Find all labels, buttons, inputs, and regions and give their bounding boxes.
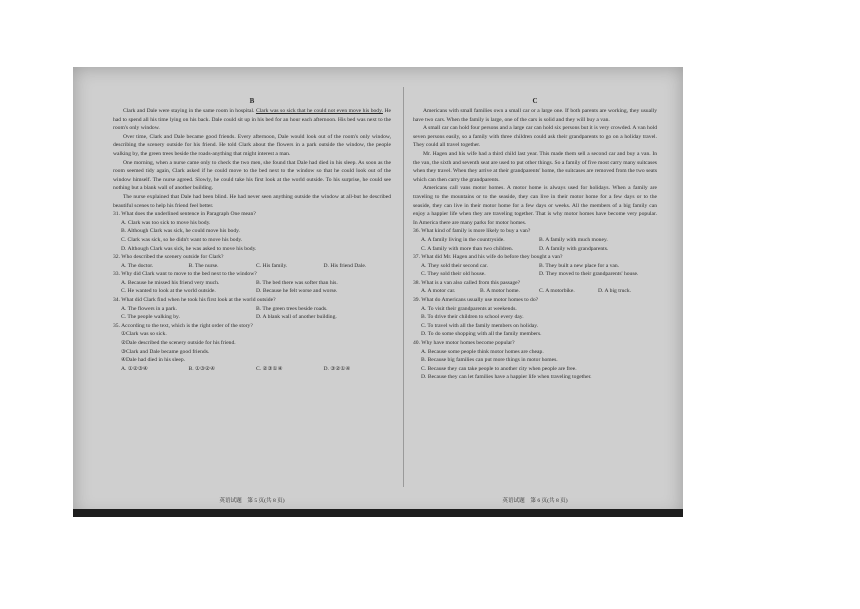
q38-option-d: D. A big truck. <box>598 288 632 295</box>
q35-statement-2: ②Dale described the scenery outside for his friend. <box>121 340 236 347</box>
question-38: 38. What is a van also called from this passage? <box>413 279 521 286</box>
passage-c-paragraph-2: A small car can hold four persons and a large car can hold six persons but it is very crowded. A van hold seven persons easily, so a family with three children could ask their grandparents to go on a holiday travel. They could all travel together. <box>413 125 657 149</box>
q34-option-d: D. A blank wall of another building. <box>256 314 337 321</box>
q39-option-d: D. To do some shopping with all the family members. <box>421 331 542 338</box>
q38-option-b: B. A motor home. <box>480 288 520 295</box>
q36-option-a: A. A family living in the countryside. <box>421 236 505 243</box>
q31-option-d: D. Although Clark was sick, he was asked to move his body. <box>121 245 257 252</box>
passage-c-paragraph-4: Americans call vans motor homes. A motor home is always used for holidays. When a family are traveling to the mountains or to the seaside, they can live in their motor home for a few days or to the seaside, they can live in their motor home for a few days or weeks. All the members of a big family can enjoy a happier life when they are traveling together. That is why motor homes have become very popular. In America there are many parks for motor homes. <box>413 185 657 226</box>
q31-option-b: B. Although Clark was sick, he could move his body. <box>121 228 240 235</box>
scan-bottom-edge <box>73 509 683 517</box>
q40-option-c: C. Because they can take people to another city when people are free. <box>421 365 577 372</box>
q32-option-b: B. The nurse. <box>188 262 219 269</box>
q35-option-a: A. ①②③④ <box>121 365 148 372</box>
question-32: 32. Who described the scenery outside for Clark? <box>113 254 224 261</box>
q37-option-c: C. They sold their old house. <box>421 271 486 278</box>
q35-option-d: D. ③②①④ <box>323 365 351 372</box>
question-37: 37. What did Mr. Hagen and his wife do before they bought a van? <box>413 254 563 261</box>
q40-option-a: A. Because some people think motor homes are cheap. <box>421 348 544 355</box>
q35-option-c: C. ②③①④ <box>256 365 283 372</box>
passage-b-paragraph-4: The nurse explained that Dale had been blind. He had never seen anything outside the window at all-but he described beautiful scenes to help his friend feel better. <box>113 193 391 209</box>
passage-b-paragraph-2: Over time, Clark and Dale became good friends. Every afternoon, Dale would look out of the room's only window, describing the scenery outside for his friend. He told Clark about the flowers in a park outside the window, the people walking by, the green trees beside the roads-anything that might interest a man. <box>113 133 391 157</box>
q39-option-c: C. To travel with all the family members on holiday. <box>421 322 539 329</box>
q33-option-d: D. Because he felt worse and worse. <box>256 288 338 295</box>
question-36: 36. What kind of family is more likely to buy a van? <box>413 228 531 235</box>
passage-b-paragraph-3: One morning, when a nurse came only to check the two men, she found that Dale had died in his sleep. As soon as the room seemed tidy again, Clark asked if he could move to the bed next to the window so that he could look out of the window himself. The nurse agreed. Slowly, he could take his first look at the world outside. To his surprise, he could see nothing but a blank wall of another building. <box>113 159 391 192</box>
q32-option-a: A. The doctor. <box>121 262 154 269</box>
q34-options-ab <box>121 305 391 314</box>
q37-option-a: A. They sold their second car. <box>421 262 488 269</box>
question-35: 35. According to the text, which is the right order of the story? <box>113 322 253 329</box>
question-34: 34. What did Clark find when he took his first look at the world outside? <box>113 297 276 304</box>
q31-option-c: C. Clark was sick, so he didn't want to move his body. <box>121 236 243 243</box>
q36-options-ab <box>421 236 657 245</box>
q34-option-c: C. The people walking by. <box>121 314 180 321</box>
question-31: 31. What does the underlined sentence in Paragraph One mean? <box>113 211 256 218</box>
passage-b-paragraph-1: Clark and Dale were staying in the same room in hospital. Clark was so sick that he could not even move his body. He had to spend all his time lying on his back. Dale could sit up in his bed for an hour each afternoon. His bed was next to the room's only window. <box>113 108 391 132</box>
passage-c-paragraph-1: Americans with small families own a small car or a large one. If both parents are working, they usually have two cars. When the family is large, one of the cars is solid and they will buy a van. <box>413 108 657 123</box>
page-divider <box>403 87 404 487</box>
q33-option-a: A. Because he missed his friend very much. <box>121 279 220 286</box>
q40-option-d: D. Because they can let families have a happier life when traveling together. <box>421 374 592 381</box>
passage-c-paragraph-3: Mr. Hagen and his wife had a third child last year. This made them sell a second car and buy a van. In the van, the sixth and seventh seat are used to put other things. So a family of five most carry many suitcases when they travel. When they arrive at their grandparents' home, the suitcases are removed from the two seats which can then carry the grandparents. <box>413 150 657 183</box>
q36-option-c: C. A family with more than two children. <box>421 245 514 252</box>
q40-option-b: B. Because big families can put more things in motor homes. <box>421 357 558 364</box>
q33-options-cd <box>121 287 391 296</box>
q32-option-d: D. His friend Dale. <box>323 262 367 269</box>
q35-option-b: B. ①③②④ <box>188 365 216 372</box>
q32-option-c: C. His family. <box>256 262 288 269</box>
left-page <box>113 73 391 507</box>
q32-options <box>121 262 391 271</box>
question-39: 39. What do Americans usually use motor homes to do? <box>413 297 539 304</box>
q34-options-cd <box>121 313 391 322</box>
q36-option-b: B. A family with much money. <box>539 236 608 243</box>
q38-options <box>421 287 657 296</box>
q37-options-ab <box>421 262 657 271</box>
section-b-title: B <box>249 97 255 105</box>
page-footer-left: 英语试题 第 5 页(共 8 页) <box>219 498 285 504</box>
section-c-title: C <box>532 97 538 105</box>
q35-statement-4: ④Dale had died in his sleep. <box>121 357 186 364</box>
q35-statement-3: ③Clark and Dale became good friends. <box>121 348 210 355</box>
question-33: 33. Why did Clark want to move to the bed next to the window? <box>113 271 257 278</box>
right-page <box>413 73 657 507</box>
question-40: 40. Why have motor homes become popular? <box>413 340 515 347</box>
q37-option-d: D. They moved to their grandparents' house. <box>539 271 639 278</box>
q36-options-cd <box>421 245 657 254</box>
q37-option-b: B. They built a new place for a van. <box>539 262 620 269</box>
q34-option-b: B. The green trees beside roads. <box>256 305 328 312</box>
q34-option-a: A. The flowers in a park. <box>121 305 177 312</box>
q35-options <box>121 365 391 374</box>
q35-statement-1: ①Clark was so sick. <box>121 331 167 338</box>
q39-option-b: B. To drive their children to school every day. <box>421 314 524 321</box>
q31-option-a: A. Clark was too sick to move his body. <box>121 219 211 226</box>
page-footer-right: 英语试题 第 6 页(共 8 页) <box>502 498 568 504</box>
scanned-exam-sheet <box>73 67 683 517</box>
q39-option-a: A. To visit their grandparents at weekends. <box>421 305 517 312</box>
q36-option-d: D. A family with grandparents. <box>539 245 609 252</box>
q38-option-a: A. A motor car. <box>421 288 456 295</box>
q33-option-c: C. He wanted to look at the world outside. <box>121 288 216 295</box>
q38-option-c: C. A motorbike. <box>539 288 575 295</box>
q37-options-cd <box>421 270 657 279</box>
underlined-sentence: Clark was so sick that he could not even move his body. <box>255 108 383 114</box>
q33-option-b: B. The bed there was softer than his. <box>256 279 338 286</box>
q33-options-ab <box>121 279 391 288</box>
